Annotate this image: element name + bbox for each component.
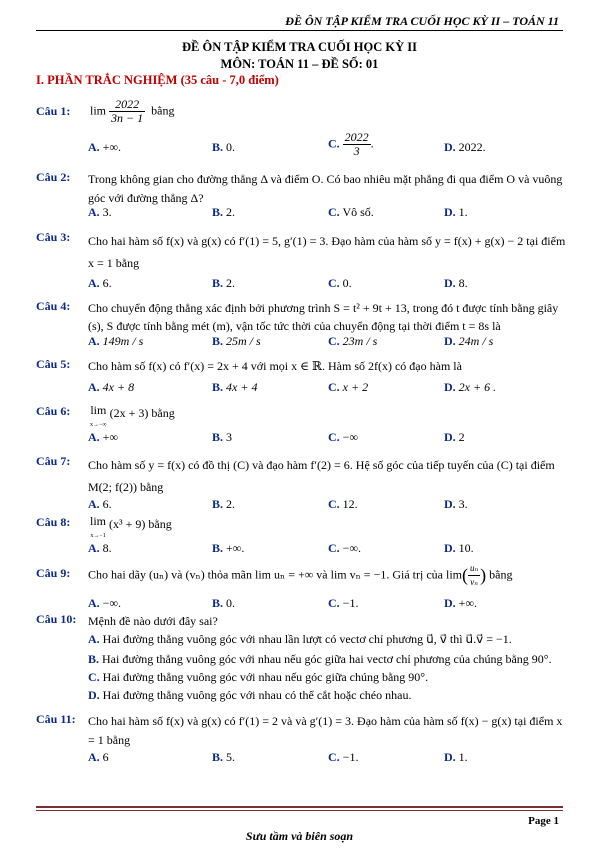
fraction: $\frac{2022}{3n - 1}$ — [111, 97, 144, 125]
question-3 — [36, 230, 566, 275]
question-number: Câu 6: — [36, 404, 71, 418]
footer-divider-thin — [36, 810, 563, 811]
option-c[interactable]: C. −1. — [328, 596, 359, 610]
option-b[interactable]: B. 25m / s — [212, 334, 261, 348]
option-a[interactable]: A. 4x + 8 — [88, 380, 135, 394]
question-text: lim $\frac{2022}{3n - 1}$ bằng — [90, 97, 175, 125]
option-a[interactable]: A. −∞. — [88, 596, 121, 610]
option-b[interactable]: B. 3 — [212, 430, 233, 444]
question-number: Câu 1: — [36, 104, 71, 118]
question-text: Cho hai hàm số f(x) và g(x) có f′(1) = 5, g′(1) = 3. Đạo hàm của hàm số y = f(x) + g(x) − 2 tại điểm x = 1 bằng — [88, 234, 566, 270]
question-text: Cho hai dãy (uₙ) và (vₙ) thỏa mãn lim uₙ = +∞ và lim vₙ = −1. Giá trị của lim( $\frac{\text{uₙ}}{\text{vₙ}}$ ) bằng — [88, 563, 513, 587]
option-b[interactable]: B. 0. — [212, 596, 236, 610]
option-a[interactable]: A. 149m / s — [88, 334, 144, 348]
question-number: Câu 3: — [36, 230, 71, 244]
question-10 — [36, 612, 566, 632]
question-number: Câu 10: — [36, 612, 77, 626]
question-5 — [36, 357, 566, 377]
option-b[interactable]: B. 2. — [212, 205, 236, 219]
option-c[interactable]: C. $\frac{2022}{3}$ . — [328, 130, 374, 158]
option-d[interactable]: D. 24m / s — [444, 334, 494, 348]
option-d[interactable]: D. 1. — [444, 205, 468, 219]
option-d[interactable]: D. 10. — [444, 541, 474, 555]
question-number: Câu 4: — [36, 299, 71, 313]
option-d[interactable]: D. 3. — [444, 497, 468, 511]
footer-source: Sưu tầm và biên soạn — [245, 829, 354, 843]
question-text: lim x→−1 (x³ + 9) bằng — [90, 514, 172, 539]
question-text: Cho hàm số y = f(x) có đồ thị (C) và đạo hàm f′(2) = 6. Hệ số góc của tiếp tuyến của (C) tại điểm M(2; f(2)) bằng — [88, 458, 555, 494]
header-divider — [36, 30, 563, 31]
question-11 — [36, 712, 566, 752]
question-text: Cho hàm số f(x) có f′(x) = 2x + 4 với mọi x ∈ ℝ. Hàm số 2f(x) có đạo hàm là — [88, 359, 462, 373]
question-4 — [36, 299, 566, 339]
option-a[interactable]: A. 6. — [88, 497, 112, 511]
option-b[interactable]: B. 4x + 4 — [212, 380, 258, 394]
option-c[interactable]: C. −∞. — [328, 541, 361, 555]
fraction: $\frac{\text{uₙ}}{\text{vₙ}}$ — [470, 563, 479, 587]
option-b[interactable]: B. 5. — [212, 750, 236, 764]
option-b[interactable]: B. 2. — [212, 276, 236, 290]
question-7 — [36, 454, 566, 494]
question-text: Mệnh đề nào dưới đây sai? — [88, 614, 218, 628]
option-a[interactable]: A. +∞ — [88, 430, 118, 444]
option-d[interactable]: D. 2x + 6 . — [444, 380, 497, 394]
option-d[interactable]: D. 2022. — [444, 140, 486, 154]
option-d[interactable]: D. 2 — [444, 430, 465, 444]
running-header: ĐỀ ÔN TẬP KIỂM TRA CUỐI HỌC KỲ II – TOÁN 11 — [285, 14, 559, 28]
question-8 — [36, 515, 566, 539]
option-b[interactable]: B. +∞. — [212, 541, 245, 555]
option-c[interactable]: C. −1. — [328, 750, 359, 764]
question-number: Câu 11: — [36, 712, 76, 726]
option-a[interactable]: A. 6. — [88, 276, 112, 290]
option-d[interactable]: D. 8. — [444, 276, 468, 290]
option-d[interactable]: D. +∞. — [444, 596, 477, 610]
option-a[interactable]: A. 6 — [88, 750, 109, 764]
option-d[interactable]: D. 1. — [444, 750, 468, 764]
option-a[interactable]: A. 3. — [88, 205, 112, 219]
question-text: Cho chuyển động thẳng xác định bởi phương trình S = t² + 9t + 13, trong đó t được tính bằng giây (s), S được tính bằng mét (m), vận tốc tức thời của chuyển động tại thời điểm t = 8s là — [88, 301, 559, 333]
question-2 — [36, 170, 566, 210]
question-number: Câu 5: — [36, 357, 71, 371]
exam-title: ĐỀ ÔN TẬP KIỂM TRA CUỐI HỌC KỲ II — [182, 40, 417, 54]
question-6 — [36, 404, 566, 428]
question-9 — [36, 562, 566, 592]
option-c[interactable]: C. 23m / s — [328, 334, 378, 348]
option-c[interactable]: C. x + 2 — [328, 380, 369, 394]
option-a[interactable]: A. 8. — [88, 541, 112, 555]
page-number: Page 1 — [528, 815, 559, 827]
option-b[interactable]: B. Hai đường thẳng vuông góc với nhau nếu góc giữa hai vectơ chỉ phương của chúng bằng 90°. — [88, 652, 552, 666]
question-number: Câu 7: — [36, 454, 71, 468]
exam-subtitle: MÔN: TOÁN 11 – ĐỀ SỐ: 01 — [220, 57, 379, 71]
option-c[interactable]: C. −∞ — [328, 430, 358, 444]
question-text: lim x→−∞ (2x + 3) bằng — [90, 403, 175, 428]
option-c[interactable]: C. 12. — [328, 497, 358, 511]
option-b[interactable]: B. 0. — [212, 140, 236, 154]
option-c[interactable]: C. Vô số. — [328, 205, 374, 219]
question-text: Trong không gian cho đường thẳng Δ và điểm O. Có bao nhiêu mặt phẳng đi qua điểm O và vuông góc với đường thẳng Δ? — [88, 172, 563, 205]
footer-divider-thick — [36, 806, 563, 808]
question-text: Cho hai hàm số f(x) và g(x) có f′(1) = 2 và và g′(1) = 3. Đạo hàm của hàm số f(x) − g(x) tại điểm x = 1 bằng — [88, 714, 563, 747]
section-heading: I. PHẦN TRẮC NGHIỆM (35 câu - 7,0 điểm) — [36, 73, 279, 87]
option-a[interactable]: A. +∞. — [88, 140, 121, 154]
option-b[interactable]: B. 2. — [212, 497, 236, 511]
question-number: Câu 9: — [36, 566, 71, 580]
question-number: Câu 2: — [36, 170, 71, 184]
option-c[interactable]: C. Hai đường thẳng vuông góc với nhau nếu góc giữa chúng bằng 90°. — [88, 670, 429, 684]
option-d[interactable]: D. Hai đường thẳng vuông góc với nhau có thể cắt hoặc chéo nhau. — [88, 688, 412, 702]
option-a[interactable]: A. Hai đường thẳng vuông góc với nhau lần lượt có vectơ chỉ phương u⃗, v⃗ thì u⃗.v⃗ = −1. — [88, 632, 512, 646]
question-number: Câu 8: — [36, 515, 71, 529]
option-c[interactable]: C. 0. — [328, 276, 352, 290]
